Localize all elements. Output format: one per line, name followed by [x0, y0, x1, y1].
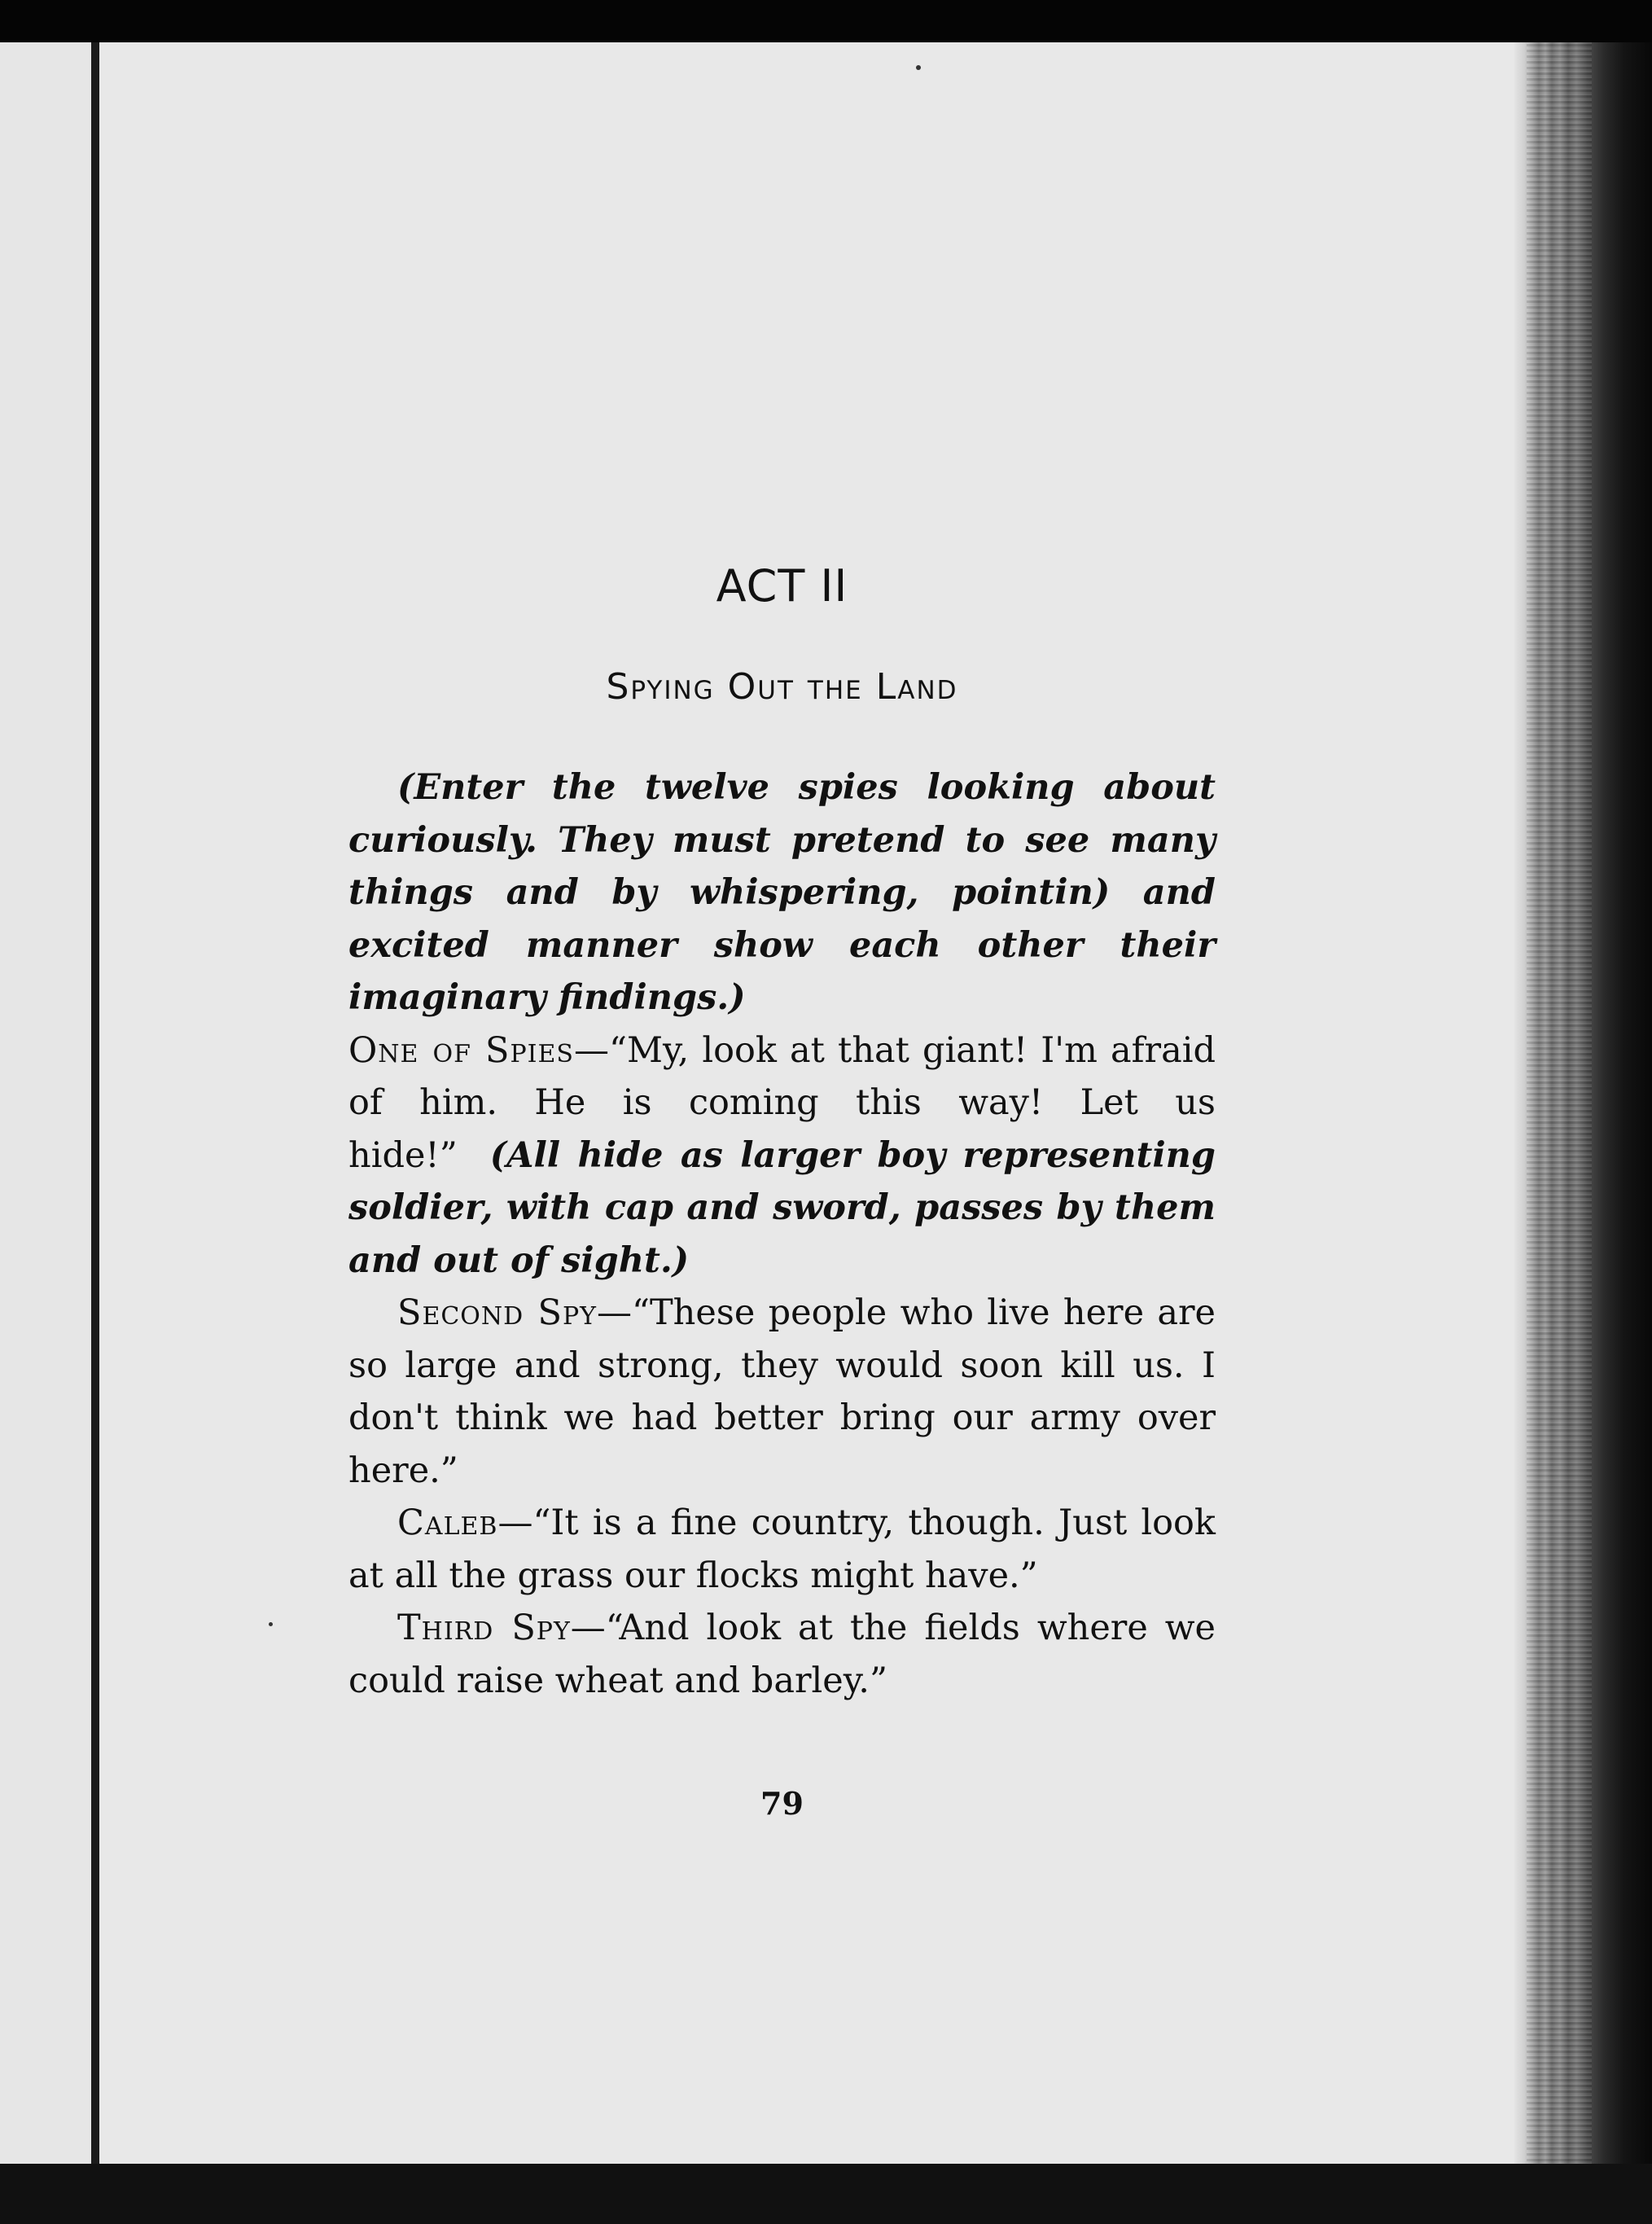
- speaker-dash: —: [570, 1608, 606, 1648]
- facing-page-edge: [0, 42, 91, 2164]
- speaker-dash: —: [573, 1029, 609, 1071]
- speaker-dash: —: [597, 1292, 632, 1333]
- dialogue-line: [348, 1287, 1216, 1497]
- page-number: 79: [760, 1785, 804, 1822]
- speech: “My, look at that giant! I'm afraid of him. He is coming this way! Let us hide!”: [348, 1029, 1216, 1176]
- play-text: [348, 761, 1216, 1707]
- stage-direction: (All hide as larger boy representing soldier, with cap and sword, passes by them and out of sight.): [348, 1134, 1216, 1281]
- dialogue-line: [348, 1497, 1216, 1602]
- speech: “These people who live here are so large and strong, they would soon kill us. I don't think we had better bring our army over here.”: [348, 1292, 1216, 1491]
- dust-speck: [269, 1622, 273, 1626]
- book-fore-edge-texture: [1527, 42, 1592, 2164]
- dust-speck: [916, 65, 921, 70]
- act-title: ACT II: [716, 560, 848, 612]
- scene-title: Spying Out the Land: [606, 666, 958, 708]
- book-gutter: [91, 42, 99, 2164]
- stage-direction: (Enter the twelve spies looking about curiously. They must pretend to see many things and by whispering, pointin) and excited manner show each other their imaginary findings.): [348, 767, 1216, 1018]
- scan-border: [0, 2164, 1652, 2224]
- dialogue-line: [348, 1602, 1216, 1707]
- speaker-dash: —: [497, 1502, 533, 1543]
- speech: “And look at the fields where we could raise wheat and barley.”: [348, 1608, 1216, 1701]
- speaker-name: One of Spies: [348, 1029, 574, 1071]
- speaker-name: Second Spy: [397, 1292, 597, 1333]
- speaker-name: Caleb: [397, 1502, 498, 1543]
- dialogue-line: [348, 1024, 1216, 1287]
- speaker-name: Third Spy: [397, 1608, 571, 1648]
- speech: “It is a fine country, though. Just look at all the grass our flocks might have.”: [348, 1502, 1216, 1596]
